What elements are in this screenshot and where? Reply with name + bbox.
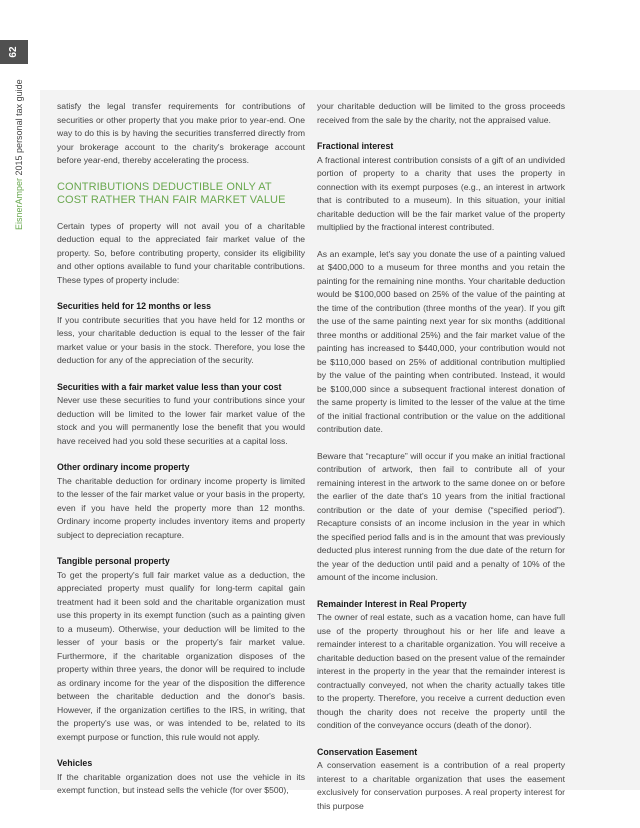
paragraph: If you contribute securities that you have held for 12 months or less, your charitable deduction is equal to the lesser of the fair market value or your basis in the stock. Therefore, you lose the deduction for any of the appreciation of the security.: [57, 314, 305, 365]
sidebar: [0, 0, 40, 828]
subheading: Securities with a fair market value less than your cost: [57, 381, 282, 392]
paragraph: As an example, let's say you donate the use of a painting valued at $400,000 to a museum for three months and you retain the painting for the remaining nine months. Your charitable deduction would be $100,000 based on 25% of the value of the painting at the time of the contribution (three months of the year). If you gift the use of the same painting next year for six months (additional three months or additional 25%) and the fair market value of the painting has increased to $440,000, your contribution would not be $110,000 based on 25% of additional contribution multiplied by the value of the painting when contributed. Instead, it would be $100,000 since a subsequent fractional interest donation of the same property is limited to the lesser of the value at the time of the initial fractional contribution or the value on the additional contribution date.: [317, 248, 565, 434]
paragraph: satisfy the legal transfer requirements for contributions of securities or other property that you make prior to year-end. One way to do this is by having the securities transferred directly from your brokerage account to the charity's brokerage account before year-end, thereby accelerating the process.: [57, 101, 305, 165]
paragraph: A conservation easement is a contribution of a real property interest to a charitable organization that uses the easement exclusively for conservation purposes. A real property interest for this purpose: [317, 760, 565, 811]
page-number-box: [0, 40, 28, 64]
subheading: Securities held for 12 months or less: [57, 301, 211, 311]
paragraph: The owner of real estate, such as a vacation home, can have full use of the property throughout his or her life and leave a remainder interest to a charitable organization. You will receive a charitable deduction based on the present value of the remainder interest in the property in the year that the remainder interest is contractually conveyed, not when the charity actually takes title to the property. Therefore, you receive a current deduction even though the charity does not receive the property until the condition of the conveyance occurs (death of the donor).: [317, 612, 565, 730]
subheading: Vehicles: [57, 758, 93, 768]
left-column: [57, 100, 305, 798]
paragraph: Beware that “recapture” will occur if you make an initial fractional contribution of artwork, then fail to contribute all of your remaining interest in the artwork to the same donee on or before the earlier of the date that's 10 years from the initial fractional contribution or the date of your demise (“specified period”). Recapture consists of an income inclusion in the year in which the specified period falls and is in the amount that was previously deducted plus interest running from the due date of the return for the year of the deduction until paid and a penalty of 10% of the amount of the income inclusion.: [317, 450, 565, 582]
section-heading: CONTRIBUTIONS DEDUCTIBLE ONLY AT COST RATHER THAN FAIR MARKET VALUE: [57, 180, 286, 206]
paragraph: your charitable deduction will be limited to the gross proceeds received from the sale by the charity, not the appraised value.: [317, 101, 565, 125]
paragraph: If the charitable organization does not use the vehicle in its exempt function, but instead sells the vehicle (for over $500),: [57, 771, 305, 795]
subheading: Other ordinary income property: [57, 462, 190, 472]
right-column: [317, 100, 565, 813]
subheading: Fractional interest: [317, 141, 394, 151]
brand-name: EisnerAmper: [14, 177, 24, 230]
paragraph: A fractional interest contribution consists of a gift of an undivided portion of property to a charity that uses the property in connection with its exempt purposes (e.g., an interest in artwork that is contributed to a museum). In this situation, your initial charitable deduction will be the fair market value of the property multiplied by the fractional interest contributed.: [317, 154, 565, 232]
paragraph: The charitable deduction for ordinary income property is limited to the lesser of the fair market value or your basis in the property, even if you have held the property more than 12 months. Ordinary income property includes inventory items and property subject to depreciation recapture.: [57, 475, 305, 540]
subheading: Remainder Interest in Real Property: [317, 598, 467, 609]
paragraph: Never use these securities to fund your contributions since your deduction will be limited to the lower fair market value of the stock and you will permanently lose the benefit that you would have received had you sold these securities at a capital loss.: [57, 395, 305, 446]
running-head: [14, 79, 24, 230]
subheading: Tangible personal property: [57, 556, 170, 566]
guide-title: 2015 personal tax guide: [14, 79, 24, 178]
page-number: 62: [8, 46, 19, 58]
paragraph: To get the property's full fair market value as a deduction, the appreciated property must qualify for long-term capital gain treatment had it been sold and the charitable organization must use this property in its exempt function (such as a painting given to a museum). Otherwise, your deduction will be limited to the lesser of your basis or the property's fair market value. Furthermore, if the charitable organization disposes of the property within three years, the donor will be required to include as ordinary income for the year of the disposition the difference between the charitable deduction and the donor's basis. However, if the organization certifies to the IRS, in writing, that the property's use was, or was intended to be, related to its exempt purpose or function, this rule would not apply.: [57, 569, 305, 742]
subheading: Conservation Easement: [317, 746, 418, 757]
paragraph: Certain types of property will not avail you of a charitable deduction equal to the appreciated fair market value of the property. So, before contributing property, consider its eligibility and other options available to fund your charitable contributions. These types of property include:: [57, 220, 305, 285]
